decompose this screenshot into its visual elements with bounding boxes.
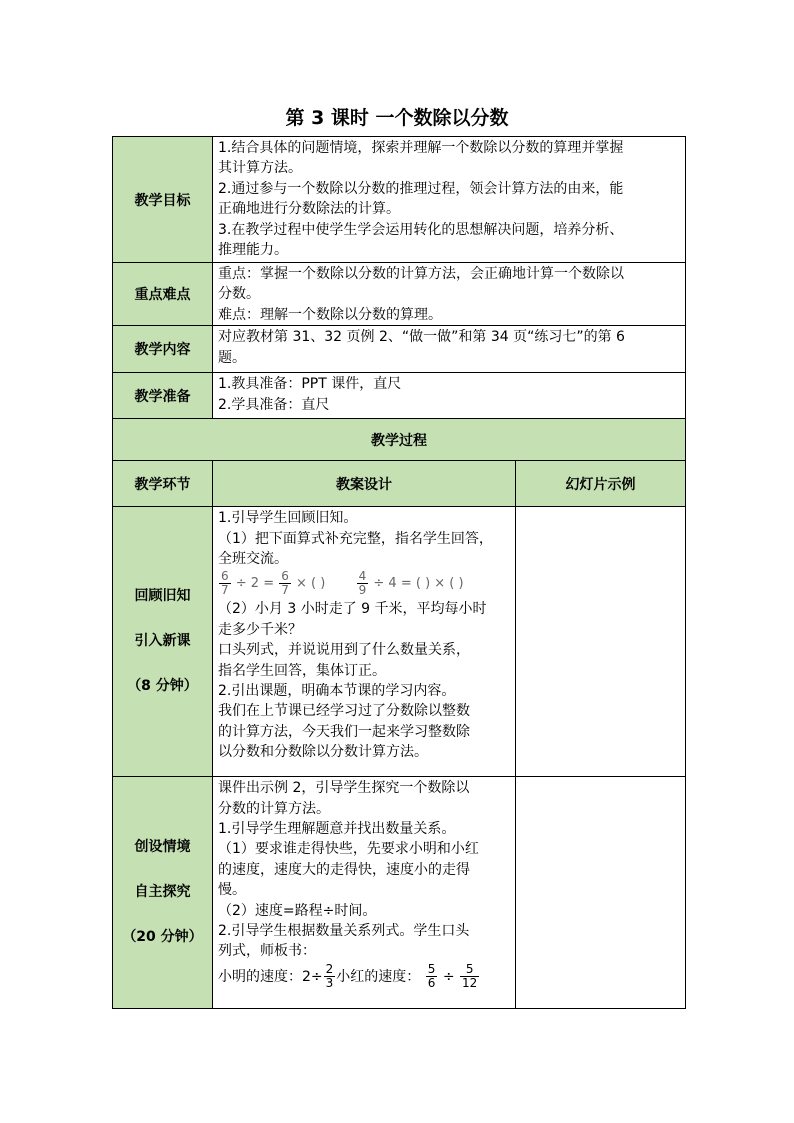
column-header-row bbox=[113, 461, 686, 507]
stage-label-line: （20 分钟） bbox=[122, 929, 203, 946]
text-line: 2.引出课题，明确本节课的学习内容。 bbox=[218, 683, 456, 700]
fraction: $\frac{2}{3}$ bbox=[325, 962, 334, 991]
fraction: $\frac{5}{6}$ bbox=[427, 962, 436, 991]
text-line: 全班交流。 bbox=[218, 551, 288, 568]
text-line: 以分数和分数除以分数计算方法。 bbox=[218, 744, 428, 761]
text-line: （1）把下面算式补充完整，指名学生回答， bbox=[218, 530, 493, 547]
keypoints-label: 重点难点 bbox=[113, 263, 213, 326]
text-line: 我们在上节课已经学习过了分数除以整数 bbox=[218, 703, 470, 720]
text-line: 分数。 bbox=[218, 286, 260, 303]
text-line: （2）小月 3 小时走了 9 千米，平均每小时 bbox=[218, 601, 487, 618]
fraction: $\frac{6}{7}$ bbox=[221, 569, 229, 598]
ming-speed-label: 小明的速度：2÷ bbox=[218, 968, 323, 985]
keypoints-content bbox=[213, 263, 686, 326]
stage-label-line: 回顾旧知 bbox=[134, 588, 191, 605]
equation-blank: × ( ) bbox=[296, 576, 326, 592]
process-header-row bbox=[113, 419, 686, 461]
prep-row bbox=[113, 373, 686, 419]
content-label: 教学内容 bbox=[113, 326, 213, 373]
content-row bbox=[113, 326, 686, 373]
text-line: 2.学具准备：直尺 bbox=[218, 396, 330, 413]
text-line: 2.通过参与一个数除以分数的推理过程，领会计算方法的由来，能 bbox=[218, 180, 624, 197]
text-line: 其计算方法。 bbox=[218, 160, 302, 177]
text-line: 难点：理解一个数除以分数的算理。 bbox=[218, 306, 442, 323]
lesson-plan-table bbox=[112, 136, 686, 1009]
stage2-design bbox=[213, 777, 516, 1009]
stage-label-line: 创设情境 bbox=[134, 839, 191, 856]
text-line: 指名学生回答，集体订正。 bbox=[218, 662, 386, 679]
stage2-label bbox=[113, 777, 213, 1009]
stage-label-line: 自主探究 bbox=[134, 884, 191, 901]
fraction: $\frac{6}{7}$ bbox=[281, 569, 289, 598]
text-line: 列式，师板书： bbox=[218, 943, 316, 960]
stage1-label bbox=[113, 507, 213, 777]
text-line: （2）速度=路程÷时间。 bbox=[218, 902, 377, 919]
column-header-stage: 教学环节 bbox=[113, 461, 213, 507]
text-line: 重点：掌握一个数除以分数的计算方法，会正确地计算一个数除以 bbox=[218, 266, 624, 282]
text-line: 2.引导学生根据数量关系列式。学生口头 bbox=[218, 923, 470, 940]
division-operator: ÷ bbox=[442, 968, 455, 985]
equation-operator: ÷ 4 = ( ) × ( ) bbox=[373, 576, 464, 592]
text-line: 1.教具准备：PPT 课件，直尺 bbox=[218, 376, 402, 393]
text-line: 走多少千米？ bbox=[218, 621, 302, 638]
goals-content bbox=[213, 137, 686, 263]
stage1-slides bbox=[516, 507, 686, 777]
page-title: 第 3 课时 一个数除以分数 bbox=[285, 107, 509, 129]
goals-row bbox=[113, 137, 686, 263]
stage-label-line: 引入新课 bbox=[134, 633, 191, 650]
equation-operator: ÷ 2 = bbox=[235, 576, 275, 592]
equation-row bbox=[218, 569, 511, 599]
text-line: 的计算方法，今天我们一起来学习整数除 bbox=[218, 723, 470, 740]
text-line: 分数的计算方法。 bbox=[218, 800, 330, 817]
stage1-row bbox=[113, 507, 686, 777]
text-line: 推理能力。 bbox=[218, 242, 288, 259]
text-line: 1.结合具体的问题情境，探索并理解一个数除以分数的算理并掌握 bbox=[218, 140, 624, 156]
text-line: 题。 bbox=[218, 349, 246, 366]
column-header-design: 教案设计 bbox=[213, 461, 516, 507]
text-line: 口头列式，并说说用到了什么数量关系， bbox=[218, 642, 470, 659]
content-content bbox=[213, 326, 686, 373]
text-line: 1.引导学生回顾旧知。 bbox=[218, 510, 358, 527]
text-line: 正确地进行分数除法的计算。 bbox=[218, 201, 400, 218]
formula-row bbox=[218, 962, 511, 992]
prep-label: 教学准备 bbox=[113, 373, 213, 419]
keypoints-row bbox=[113, 263, 686, 326]
process-header: 教学过程 bbox=[113, 419, 686, 461]
text-line: 的速度，速度大的走得快，速度小的走得 bbox=[218, 861, 470, 878]
stage2-row bbox=[113, 777, 686, 1009]
text-line: 1.引导学生理解题意并找出数量关系。 bbox=[218, 821, 456, 838]
text-line: （1）要求谁走得快些，先要求小明和小红 bbox=[218, 841, 479, 858]
fraction: $\frac{5}{12}$ bbox=[462, 962, 478, 991]
text-line: 对应教材第 31、32 页例 2、“做一做”和第 34 页“练习七”的第 6 bbox=[218, 329, 625, 346]
text-line: 课件出示例 2，引导学生探究一个数除以 bbox=[218, 780, 470, 797]
prep-content bbox=[213, 373, 686, 419]
stage1-design bbox=[213, 507, 516, 777]
stage-label-line: （8 分钟） bbox=[127, 678, 198, 695]
fraction: $\frac{4}{9}$ bbox=[358, 569, 367, 598]
goals-label: 教学目标 bbox=[113, 137, 213, 263]
text-line: 慢。 bbox=[218, 882, 246, 899]
column-header-slides: 幻灯片示例 bbox=[516, 461, 686, 507]
text-line: 3.在教学过程中使学生学会运用转化的思想解决问题，培养分析、 bbox=[218, 221, 624, 238]
stage2-slides bbox=[516, 777, 686, 1009]
hong-speed-label: 小红的速度： bbox=[336, 968, 421, 985]
